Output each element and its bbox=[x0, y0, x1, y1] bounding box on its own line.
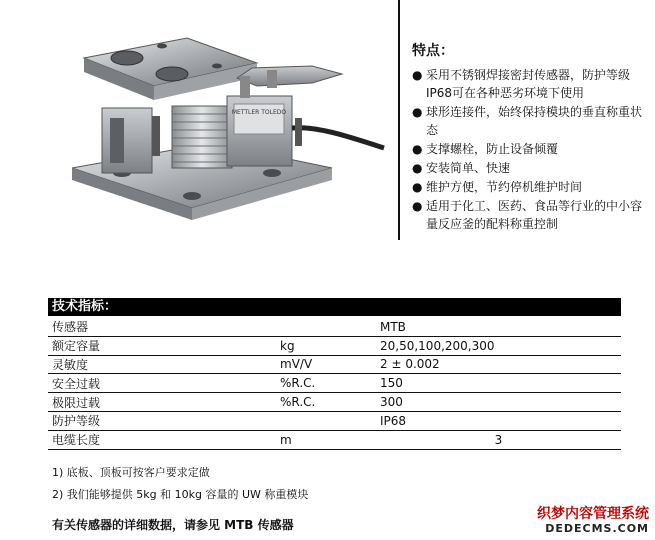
spec-value: 300 bbox=[376, 393, 621, 412]
spec-unit: m bbox=[276, 430, 376, 449]
watermark-url: DEDECMS.COM bbox=[545, 522, 649, 535]
spec-title: 技术指标： bbox=[48, 298, 621, 316]
bullet-icon: ● bbox=[412, 105, 423, 119]
spec-unit: %R.C. bbox=[276, 393, 376, 412]
feature-text: 适用于化工、医药、食品等行业的中小容量反应釜的配料称重控制 bbox=[426, 199, 643, 231]
table-row bbox=[48, 393, 621, 412]
footer-text: 有关传感器的详细数据，请参见 MTB 传感器 bbox=[52, 518, 294, 532]
feature-text: 维护方便，节约停机维护时间 bbox=[426, 180, 583, 194]
spec-name: 额定容量 bbox=[48, 336, 276, 355]
table-row bbox=[48, 430, 621, 449]
spec-name: 安全过载 bbox=[48, 374, 276, 393]
watermark-title: 织梦内容管理系统 bbox=[537, 506, 649, 522]
spec-value: 2 ± 0.002 bbox=[376, 355, 621, 374]
feature-text: 支撑螺栓，防止设备倾覆 bbox=[426, 142, 559, 156]
spec-unit: %R.C. bbox=[276, 374, 376, 393]
spec-value: MTB bbox=[376, 318, 621, 336]
spec-unit: mV/V bbox=[276, 355, 376, 374]
notes bbox=[52, 462, 308, 506]
spec-name: 传感器 bbox=[48, 318, 276, 336]
table-row bbox=[48, 318, 621, 336]
feature-text: 采用不锈钢焊接密封传感器，防护等级IP68可在各种恶劣环境下使用 bbox=[426, 68, 631, 100]
feature-item bbox=[412, 178, 652, 196]
spec-value: IP68 bbox=[376, 411, 621, 430]
note-item: 2) 我们能够提供 5kg 和 10kg 容量的 UW 称重模块 bbox=[52, 488, 309, 501]
product-photo bbox=[12, 8, 392, 258]
spec-unit: kg bbox=[276, 336, 376, 355]
feature-text: 安装简单、快速 bbox=[426, 161, 511, 175]
spec-unit bbox=[276, 318, 376, 336]
spec-table bbox=[48, 318, 621, 450]
spec-unit bbox=[276, 411, 376, 430]
table-row bbox=[48, 411, 621, 430]
vertical-divider bbox=[398, 0, 400, 240]
features-title: 特点： bbox=[412, 43, 454, 59]
spec-name: 防护等级 bbox=[48, 411, 276, 430]
note-item: 1) 底板、顶板可按客户要求定做 bbox=[52, 466, 210, 479]
feature-item bbox=[412, 159, 652, 177]
bullet-icon: ● bbox=[412, 161, 423, 175]
table-row bbox=[48, 374, 621, 393]
features-section bbox=[412, 40, 652, 234]
spec-value: 20,50,100,200,300 bbox=[376, 336, 621, 355]
feature-item bbox=[412, 197, 652, 233]
feature-item bbox=[412, 140, 652, 158]
spec-value: 3 bbox=[376, 430, 621, 449]
table-row bbox=[48, 336, 621, 355]
spec-name: 电缆长度 bbox=[48, 430, 276, 449]
bullet-icon: ● bbox=[412, 180, 423, 194]
spec-name: 灵敏度 bbox=[48, 355, 276, 374]
features-list bbox=[412, 66, 652, 233]
feature-item bbox=[412, 103, 652, 139]
table-row bbox=[48, 355, 621, 374]
feature-text: 球形连接件，始终保持模块的垂直称重状态 bbox=[426, 105, 643, 137]
spec-name: 极限过载 bbox=[48, 393, 276, 412]
bullet-icon: ● bbox=[412, 142, 423, 156]
product-label: METTLER TOLEDO bbox=[231, 109, 287, 116]
spec-value: 150 bbox=[376, 374, 621, 393]
bullet-icon: ● bbox=[412, 199, 423, 213]
bullet-icon: ● bbox=[412, 68, 423, 82]
feature-item bbox=[412, 66, 652, 102]
watermark bbox=[537, 506, 649, 536]
